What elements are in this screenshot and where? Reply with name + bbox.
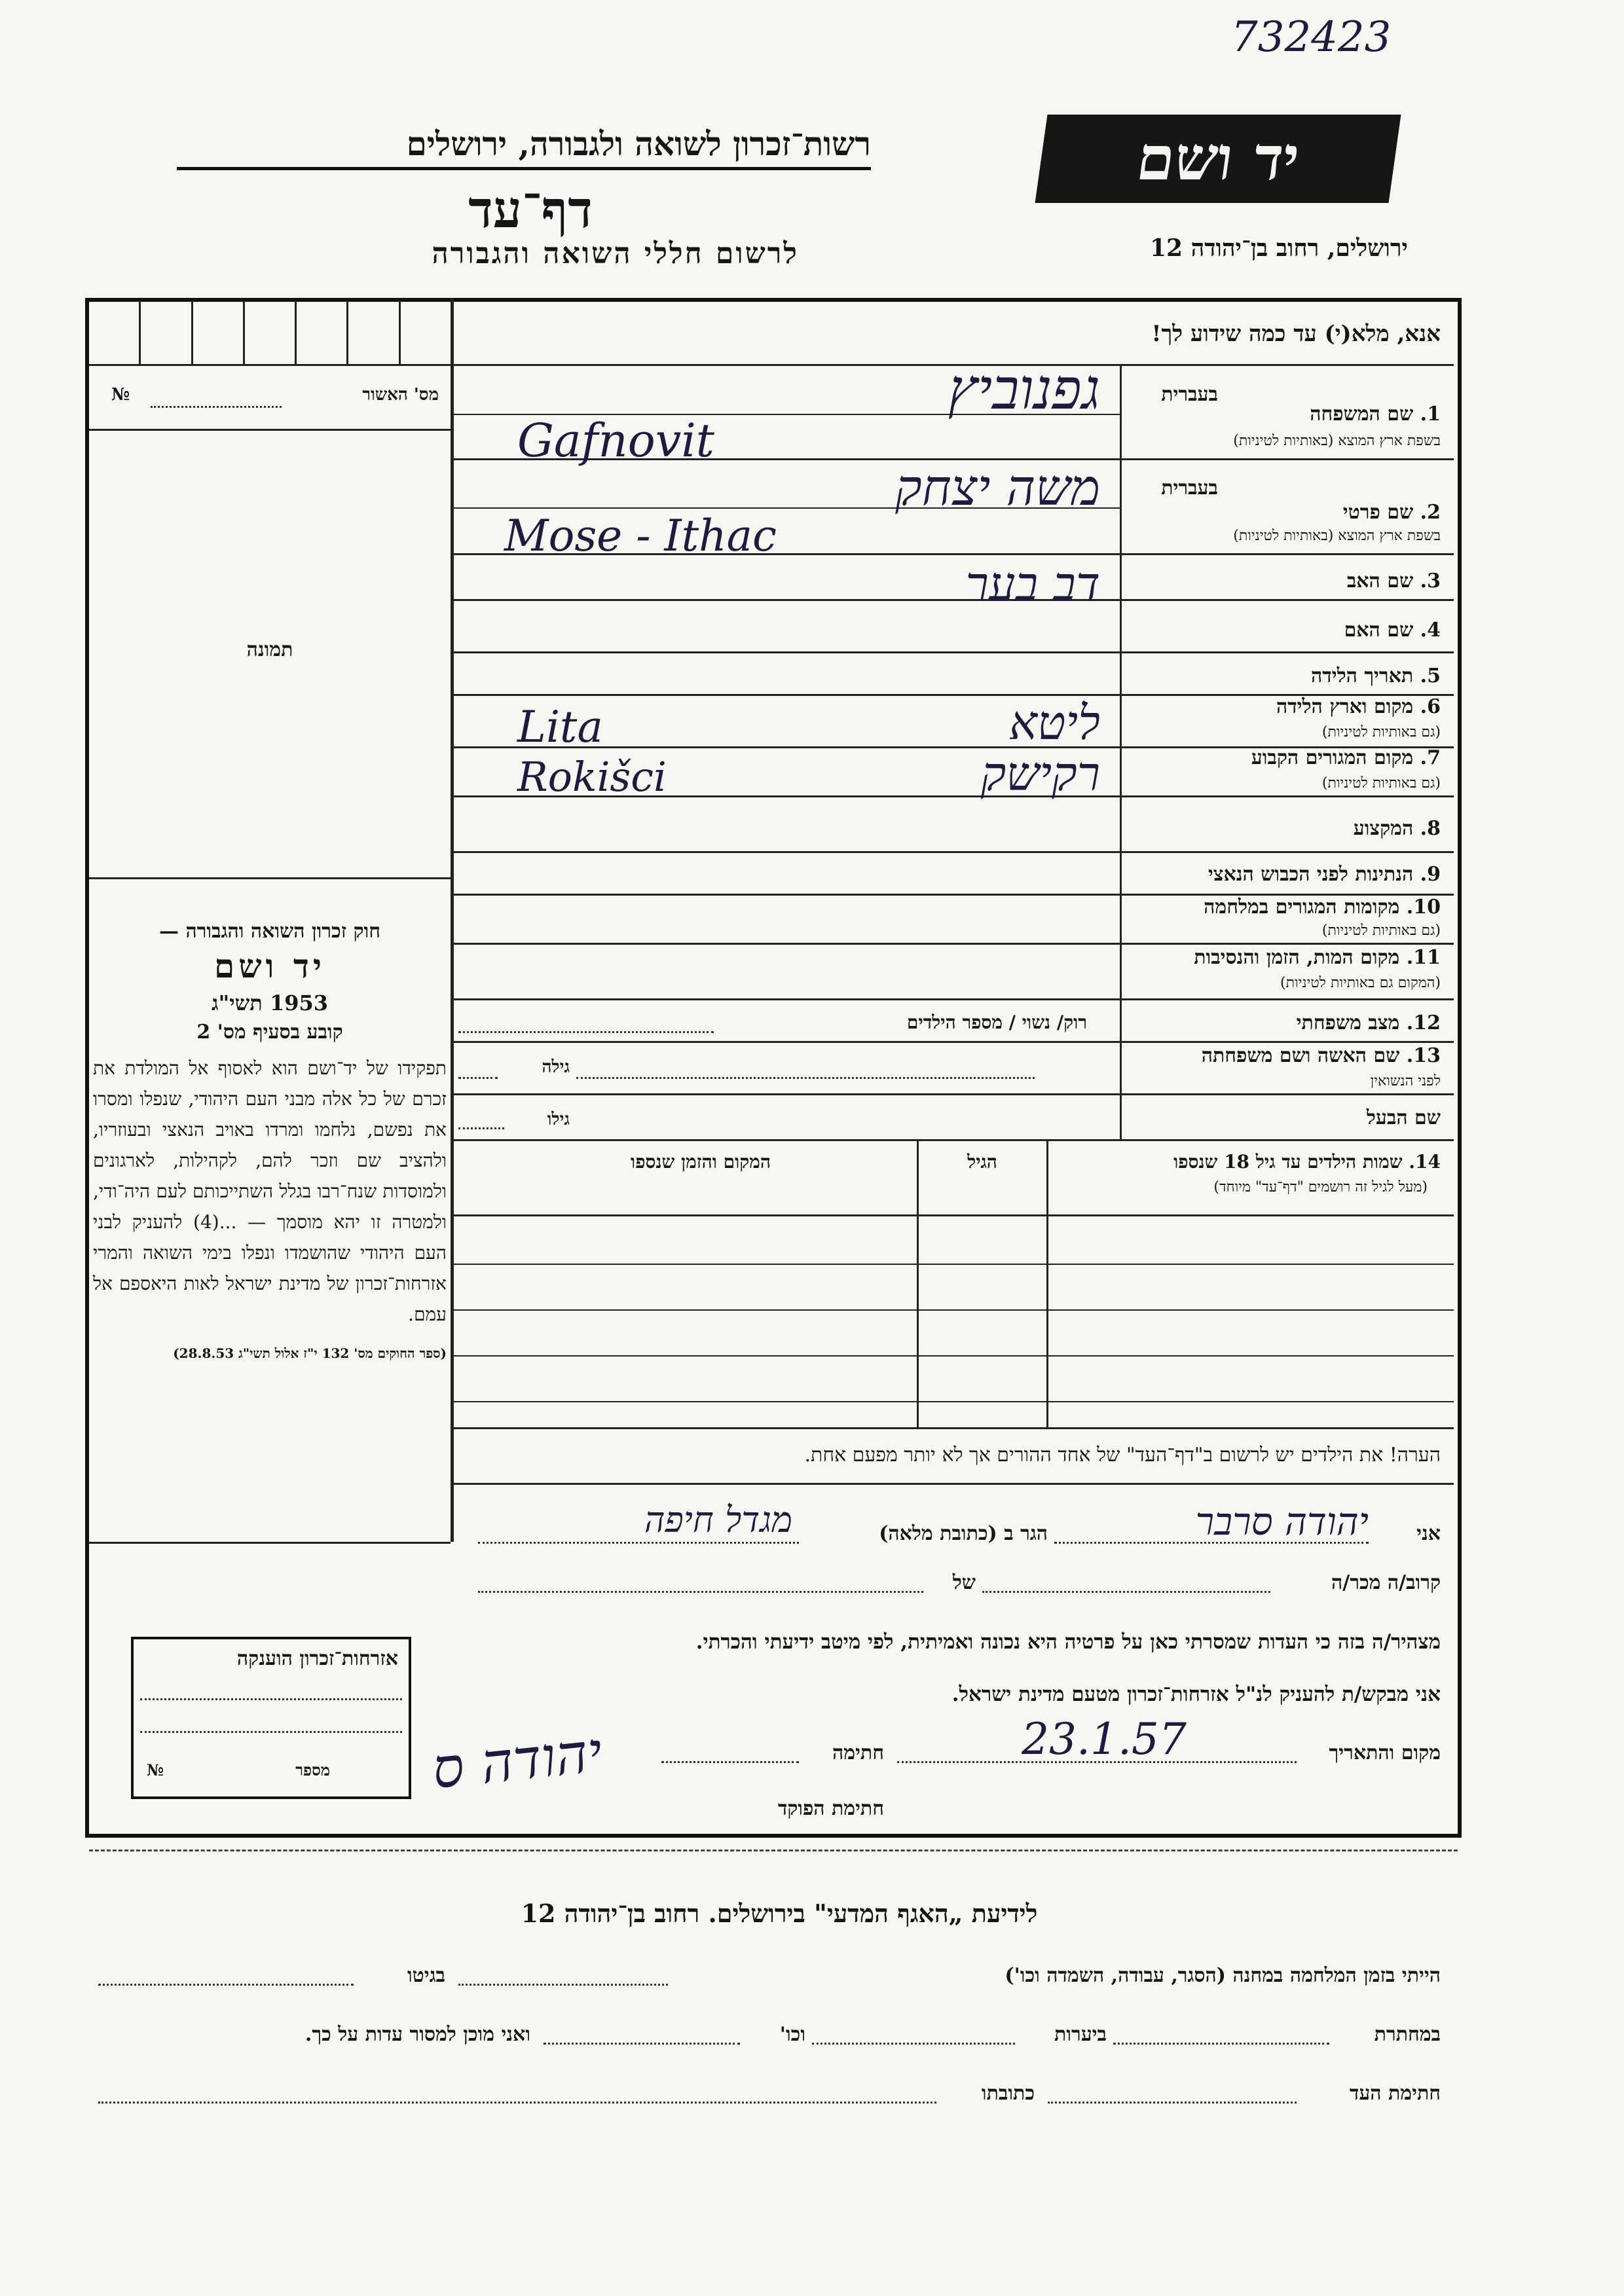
citizenship-box-symbol: № — [147, 1760, 164, 1779]
row-3-label: 3. שם האב — [1346, 570, 1441, 592]
in-hebrew-label-1: בעברית — [1161, 383, 1218, 406]
children-label: 14. שמות הילדים עד גיל 18 שנספו — [1173, 1151, 1441, 1173]
footer-witness-sig-label: חתימת העד — [1349, 2082, 1441, 2105]
footer-frame — [89, 1850, 1458, 2140]
law-source: (ספר החוקים מס' 132 י"ז אלול תשי"ג 28.8.53) — [173, 1345, 447, 1361]
husband-label: שם הבעל — [1366, 1106, 1441, 1129]
children-col-divider — [1046, 1139, 1048, 1427]
citizenship-box — [131, 1637, 411, 1799]
divider — [478, 1591, 923, 1593]
divider — [151, 406, 282, 408]
row-5-label: 5. תאריך הלידה — [1311, 665, 1441, 687]
children-col-divider — [917, 1139, 919, 1427]
footer-etc-label: וכו' — [779, 2023, 805, 2046]
law-text: תפקידו של יד־ושם הוא לאסוף אל המולדת את זכרם של כל אלה מבני העם היהודי, שנפלו ומסרו את נפשם, נלחמו ומרדו באויב הנאצי ובעוזריו, ולהציב שם וזכר להם, לקהילות, לארגונים ולמוסדות שנח־רבו בגלל השתייכותם לעם היה־ודי, ולמטרה זו יהא מוסמך — ...(4) להעניק לבני העם היהודי שהושמדו ונפלו בימי השואה והמרי אזרחות־זכרון של מדינת ישראל לאות היאספם אל עמם. — [93, 1057, 447, 1325]
row-1-sub: בשפת ארץ המוצא (באותיות לטיניות) — [1233, 433, 1441, 449]
form-instruction: אנא, מלא(י) עד כמה שידוע לך! — [1151, 321, 1441, 347]
row-7-label: 7. מקום המגורים הקבוע — [1251, 746, 1441, 769]
divider — [478, 1542, 799, 1544]
divider — [458, 1031, 714, 1033]
yad-vashem-logo — [1035, 115, 1401, 203]
divider — [89, 364, 451, 366]
header-address: ירושלים, רחוב בן־יהודה 12 — [1149, 234, 1408, 262]
divider — [661, 1761, 799, 1763]
footer-ghetto-label: בגיטו — [407, 1964, 445, 1987]
children-sub: (מעל לגיל זה רושמים "דף־עד" מיוחד) — [1213, 1179, 1428, 1195]
divider — [452, 651, 1454, 653]
witness-address-value: מגדל חיפה — [644, 1499, 792, 1540]
divider — [89, 877, 451, 879]
law-clause: קובע בסעיף מס' 2 — [196, 1021, 343, 1044]
law-org: יד ושם — [214, 947, 325, 985]
divider — [576, 1077, 1035, 1079]
divider — [452, 1093, 1454, 1095]
row-10-sub: (גם באותיות לטיניות) — [1321, 922, 1441, 939]
footer-address-label: כתובתו — [981, 2082, 1035, 2105]
row-8-label: 8. המקצוע — [1353, 817, 1441, 840]
divider — [812, 2043, 1015, 2045]
page-subtitle: לרשום חללי השואה והגבורה — [432, 237, 799, 270]
declaration-i: אני — [1416, 1522, 1441, 1545]
divider — [458, 1127, 504, 1129]
signature-label: חתימה — [832, 1741, 884, 1764]
row-7-sub: (גם באותיות לטיניות) — [1321, 775, 1441, 792]
row-12-label: 12. מצב משפחתי — [1296, 1011, 1441, 1034]
row-4-label: 4. שם האם — [1344, 619, 1441, 642]
row-9-label: 9. הנתינות לפני הכבוש הנאצי — [1208, 863, 1441, 886]
photo-label: תמונה — [246, 638, 293, 661]
divider — [98, 1984, 354, 1986]
signature-value: יהודה ס — [429, 1719, 606, 1802]
father-name-value: דב בער — [965, 556, 1100, 611]
place-date-label: מקום והתאריך — [1329, 1741, 1441, 1764]
divider — [452, 1309, 1454, 1311]
divider — [544, 2043, 740, 2045]
row-2-sub: בשפת ארץ המוצא (באותיות לטיניות) — [1233, 528, 1441, 544]
law-section — [93, 920, 447, 1362]
divider — [98, 2102, 936, 2104]
surname-hebrew-value: גפנוביץ — [948, 357, 1100, 422]
divider — [452, 998, 1454, 1000]
footer-underground-label: במחתרת — [1374, 2023, 1441, 2046]
wife-age-label: גילה — [542, 1057, 570, 1077]
divider — [89, 429, 451, 431]
divider — [982, 1591, 1270, 1593]
row-2-label: 2. שם פרטי — [1342, 501, 1441, 524]
row-1-label: 1. שם המשפחה — [1310, 403, 1441, 426]
approval-no-symbol: № — [111, 385, 130, 405]
divider — [452, 1041, 1454, 1043]
row-10-label: 10. מקומות המגורים במלחמה — [1204, 896, 1441, 919]
birthplace-hebrew-value: ליטא — [1008, 695, 1100, 750]
divider — [458, 1077, 498, 1079]
page-title: דף־עד — [468, 180, 593, 240]
row-13-label: 13. שם האשה ושם משפחתה — [1201, 1044, 1441, 1067]
law-title: חוק זכרון השואה והגבורה — — [159, 920, 380, 943]
date-value: 23.1.57 — [1022, 1714, 1187, 1764]
divider — [89, 1542, 451, 1544]
witness-name-value: יהודה סרבר — [1195, 1499, 1369, 1544]
divider — [1113, 2043, 1329, 2045]
children-age-col: הגיל — [967, 1151, 997, 1173]
birthplace-latin-value: Lita — [517, 702, 603, 752]
firstname-hebrew-value: משה יצחק — [895, 458, 1100, 517]
row-11-sub: (המקום גם באותיות לטיניות) — [1280, 975, 1441, 991]
of-label: של — [952, 1571, 976, 1594]
row-6-sub: (גם באותיות לטיניות) — [1321, 724, 1441, 740]
relation-label: קרוב/ה מכר/ה — [1331, 1571, 1441, 1594]
row-6-label: 6. מקום וארץ הלידה — [1276, 695, 1441, 718]
divider — [452, 1483, 1454, 1485]
row-11-label: 11. מקום המות, הזמן והנסיבות — [1194, 946, 1441, 969]
in-hebrew-label-2: בעברית — [1161, 477, 1218, 500]
footer-forests-label: ביערות — [1054, 2023, 1107, 2046]
approval-boxes — [89, 301, 451, 364]
marital-options: רוק/ נשוי / מספר הילדים — [906, 1011, 1087, 1033]
children-place-col: המקום והזמן שנספו — [631, 1151, 771, 1173]
document-number: 732423 — [1231, 13, 1392, 62]
divider — [452, 1139, 1454, 1141]
divider — [1048, 2102, 1297, 2104]
citizenship-box-title: אזרחות־זכרון הוענקה — [236, 1647, 398, 1670]
authority-name: רשות־זכרון לשואה ולגבורה, ירושלים — [177, 124, 871, 170]
divider — [458, 1984, 668, 1986]
note-text: הערה! את הילדים יש לרשום ב"דף־העד" של אחד ההורים אך לא יותר מפעם אחת. — [804, 1444, 1441, 1467]
footer-camp-label: הייתי בזמן המלחמה במחנה (הסגר, עבודה, השמדה וכו') — [1005, 1964, 1441, 1987]
husband-age-label: גילו — [547, 1110, 570, 1129]
firstname-latin-value: Mose - Ithac — [504, 511, 777, 561]
footer-willing-label: ואני מוכן למסור עדות על כך. — [304, 2023, 530, 2046]
divider — [452, 1264, 1454, 1265]
residence-hebrew-value: רקישק — [980, 746, 1100, 801]
divider — [452, 1214, 1454, 1216]
row-13-sub: לפני הנשואין — [1370, 1073, 1441, 1089]
logo-text: יד ושם — [1132, 123, 1304, 194]
divider — [452, 1401, 1454, 1402]
declaration-request: אני מבקש/ת להעניק לנ"ל אזרחות־זכרון מטעם מדינת ישראל. — [951, 1683, 1441, 1706]
residence-latin-value: Rokišci — [517, 753, 667, 801]
footer-title: לידיעת „האגף המדעי" בירושלים. רחוב בן־יהודה 12 — [521, 1899, 1038, 1928]
citizenship-box-number: מספר — [295, 1760, 330, 1779]
divider — [452, 1427, 1454, 1429]
divider — [452, 851, 1454, 853]
surname-latin-value: Gafnovit — [517, 414, 714, 467]
divider — [452, 943, 1454, 945]
approval-number-label: מס' האשור — [362, 385, 439, 405]
label-column-divider — [1120, 364, 1122, 1139]
official-signature-label: חתימת הפוקד — [777, 1797, 884, 1820]
divider — [452, 1355, 1454, 1357]
declaration-address-label: הגר ב (כתובת מלאה) — [879, 1522, 1048, 1545]
law-year: 1953 תשי"ג — [212, 991, 328, 1015]
declaration-statement: מצהיר/ה בזה כי העדות שמסרתי כאן על פרטיה היא נכונה ואמיתית, לפי מיטב ידיעתי והכרתי. — [695, 1630, 1441, 1654]
